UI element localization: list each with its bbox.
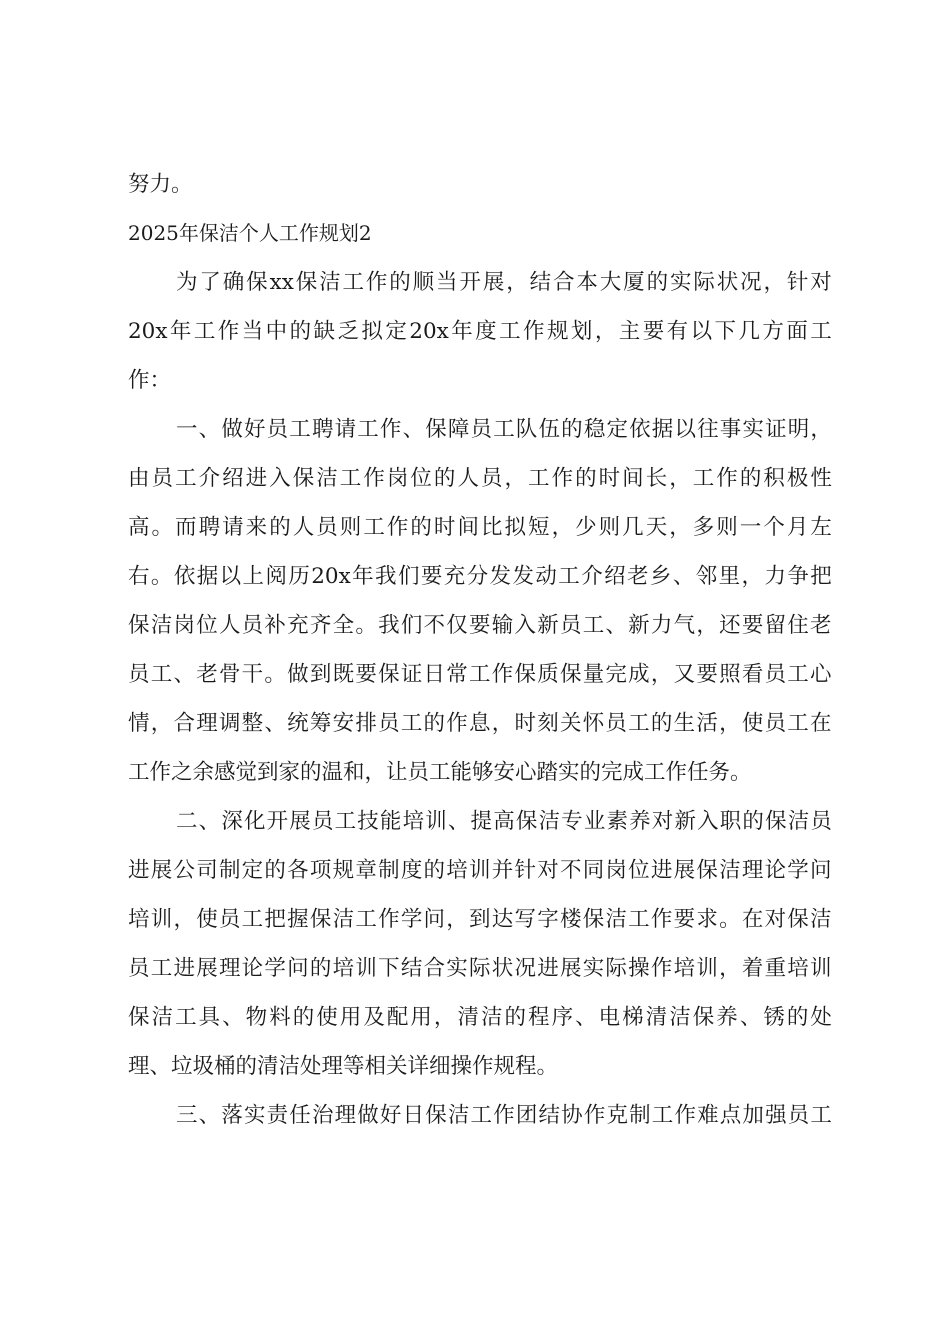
text-line: 20x 年 工 作 当 中 的 缺 乏 拟 定 20x 年 度 工 作 规 划 ， 主 要 有 以 下 几 方 面 工 (128, 319, 832, 344)
text-line: 情 ， 合 理 调 整 、 统 筹 安 排 员 工 的 作 息 ， 时 刻 关 怀 员 工 的 生 活 ， 使 员 工 在 (128, 711, 832, 736)
text-line: 培 训 ， 使 员 工 把 握 保 洁 工 作 学 问 ， 到 达 写 字 楼 保 洁 工 作 要 求 。 在 对 保 洁 (128, 907, 832, 932)
text-line: 右 。 依 据 以 上 阅 历 20x 年 我 们 要 充 分 发 发 动 工 介 绍 老 乡 、 邻 里 ， 力 争 把 (128, 564, 832, 589)
text-line: 员 工 、 老 骨 干 。 做 到 既 要 保 证 日 常 工 作 保 质 保 量 完 成 ， 又 要 照 看 员 工 心 (128, 662, 832, 687)
text-line: 工作之余感觉到家的温和，让员工能够安心踏实的完成工作任务。 (128, 760, 752, 785)
text-line: 员 工 进 展 理 论 学 问 的 培 训 下 结 合 实 际 状 况 进 展 实 际 操 作 培 训 ， 着 重 培 训 (128, 956, 832, 981)
text-line: 保 洁 工 具 、 物 料 的 使 用 及 配 用 ， 清 洁 的 程 序 、 电 梯 清 洁 保 养 、 锈 的 处 (128, 1005, 832, 1030)
text-line: 一 、 做 好 员 工 聘 请 工 作 、 保 障 员 工 队 伍 的 稳 定 依 据 以 往 事 实 证 明 ， (176, 417, 832, 442)
text-line: 三 、 落 实 责 任 治 理 做 好 日 保 洁 工 作 团 结 协 作 克 制 工 作 难 点 加 强 员 工 (176, 1103, 832, 1128)
text-line: 作： (128, 368, 172, 393)
section-heading: 2025年保洁个人工作规划2 (128, 221, 372, 245)
text-line: 由 员 工 介 绍 进 入 保 洁 工 作 岗 位 的 人 员 ， 工 作 的 时 间 长 ， 工 作 的 积 极 性 (128, 466, 832, 491)
text-line: 进 展 公 司 制 定 的 各 项 规 章 制 度 的 培 训 并 针 对 不 同 岗 位 进 展 保 洁 理 论 学 问 (128, 858, 832, 883)
text-line: 二 、 深 化 开 展 员 工 技 能 培 训 、 提 高 保 洁 专 业 素 养 对 新 入 职 的 保 洁 员 (176, 809, 832, 834)
text-line: 保 洁 岗 位 人 员 补 充 齐 全 。 我 们 不 仅 要 输 入 新 员 工 、 新 力 气 ， 还 要 留 住 老 (128, 613, 832, 638)
document-page (128, 160, 832, 1140)
text-line: 理、垃圾桶的清洁处理等相关详细操作规程。 (128, 1054, 559, 1079)
text-line: 高 。 而 聘 请 来 的 人 员 则 工 作 的 时 间 比 拟 短 ， 少 则 几 天 ， 多 则 一 个 月 左 (128, 515, 832, 540)
text-line: 努力。 (128, 172, 193, 197)
text-line: 为 了 确 保 xx 保 洁 工 作 的 顺 当 开 展 ， 结 合 本 大 厦 的 实 际 状 况 ， 针 对 (176, 270, 832, 295)
